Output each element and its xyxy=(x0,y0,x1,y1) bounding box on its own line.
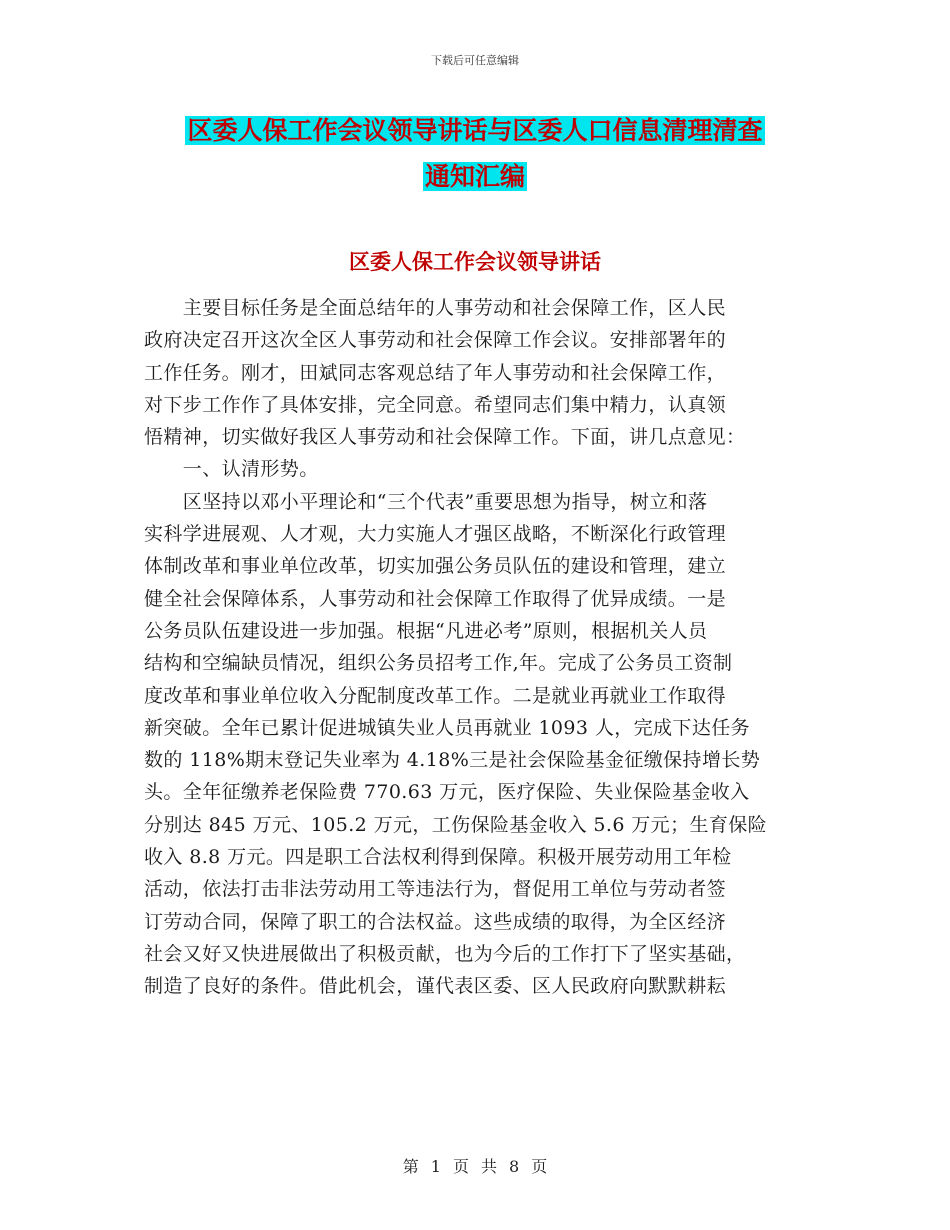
document-title-line-1: 区委人保工作会议领导讲话与区委人口信息清理清查 xyxy=(187,116,763,145)
document-title-line-2: 通知汇编 xyxy=(424,162,525,191)
page-footer xyxy=(0,1154,950,1177)
body-line: 收入 8.8 万元。四是职工合法权利得到保障。积极开展劳动用工年检 xyxy=(144,846,732,869)
footer-di: 第 xyxy=(402,1157,419,1176)
body-line: 结构和空编缺员情况，组织公务员招考工作,年。完成了公务员工资制 xyxy=(144,652,733,675)
total-page-count: 8 xyxy=(509,1157,520,1176)
body-line: 实科学进展观、人才观，大力实施人才强区战略，不断深化行政管理 xyxy=(144,523,727,546)
body-line: 数的 118%期末登记失业率为 4.18%三是社会保险基金征缴保持增长势 xyxy=(144,749,761,772)
body-line: 主要目标任务是全面总结年的人事劳动和社会保障工作，区人民 xyxy=(144,297,727,319)
body-line: 工作任务。刚才，田斌同志客观总结了年人事劳动和社会保障工作， xyxy=(144,361,727,384)
body-line: 新突破。全年已累计促进城镇失业人员再就业 1093 人，完成下达任务 xyxy=(144,716,751,739)
body-line: 对下步工作作了具体安排，完全同意。希望同志们集中精力，认真领 xyxy=(144,393,727,416)
header-note: 下载后可任意编辑 xyxy=(431,54,519,67)
body-line: 度改革和事业单位收入分配制度改革工作。二是就业再就业工作取得 xyxy=(144,684,727,707)
body-line: 社会又好又快进展做出了积极贡献，也为今后的工作打下了坚实基础， xyxy=(144,942,746,965)
body-line: 制造了良好的条件。借此机会，谨代表区委、区人民政府向默默耕耘 xyxy=(144,975,727,998)
body-line: 一、认清形势。 xyxy=(144,458,319,481)
body-line: 政府决定召开这次全区人事劳动和社会保障工作会议。安排部署年的 xyxy=(144,329,727,352)
current-page-number: 1 xyxy=(430,1157,441,1176)
body-line: 体制改革和事业单位改革，切实加强公务员队伍的建设和管理，建立 xyxy=(144,555,727,578)
footer-ye-2: 页 xyxy=(531,1157,548,1176)
section-title: 区委人保工作会议领导讲话 xyxy=(349,250,601,274)
body-line: 活动，依法打击非法劳动用工等违法行为，督促用工单位与劳动者签 xyxy=(144,878,727,901)
body-line: 区坚持以邓小平理论和“三个代表”重要思想为指导，树立和落 xyxy=(144,490,708,513)
body-text xyxy=(144,292,804,1003)
body-line: 头。全年征缴养老保险费 770.63 万元，医疗保险、失业保险基金收入 xyxy=(144,781,750,804)
body-line: 悟精神，切实做好我区人事劳动和社会保障工作。下面，讲几点意见： xyxy=(144,426,746,449)
footer-gong: 共 xyxy=(481,1157,498,1176)
body-line: 订劳动合同，保障了职工的合法权益。这些成绩的取得，为全区经济 xyxy=(144,910,727,933)
footer-ye: 页 xyxy=(452,1157,469,1176)
body-line: 公务员队伍建设进一步加强。根据“凡进必考”原则，根据机关人员 xyxy=(144,619,708,642)
body-line: 健全社会保障体系，人事劳动和社会保障工作取得了优异成绩。一是 xyxy=(144,587,727,610)
document-title xyxy=(0,108,950,200)
body-line: 分别达 845 万元、105.2 万元，工伤保险基金收入 5.6 万元；生育保险 xyxy=(144,813,768,836)
